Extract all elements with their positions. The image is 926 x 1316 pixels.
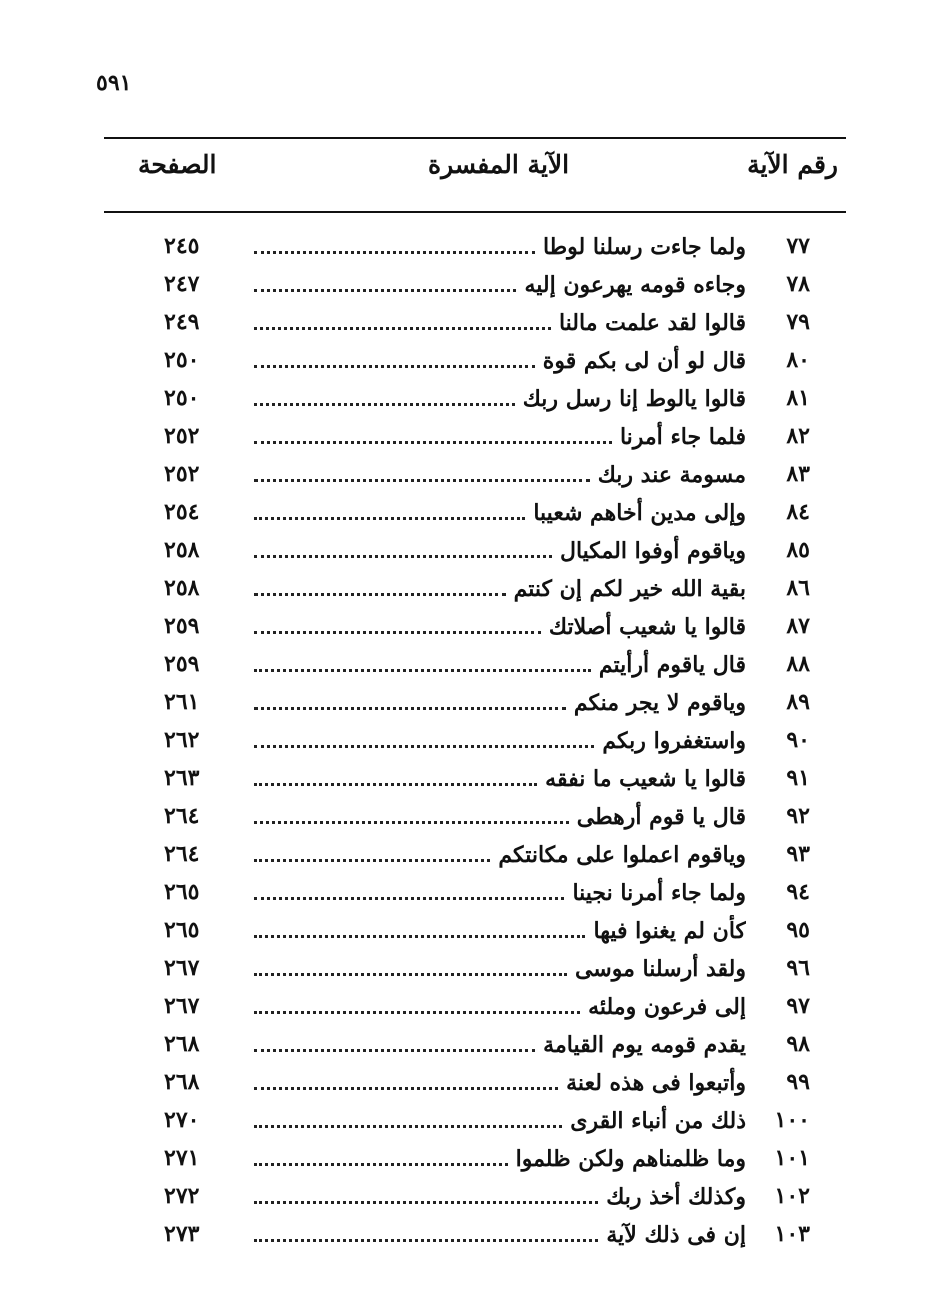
verse-leader bbox=[254, 649, 746, 678]
verse-leader bbox=[254, 839, 746, 868]
table-row bbox=[150, 1101, 810, 1139]
table-row bbox=[150, 1025, 810, 1063]
verse-number: ٩٧ bbox=[786, 993, 810, 1019]
verse-leader bbox=[254, 1105, 746, 1134]
page-ref: ٢٥٩ bbox=[164, 613, 200, 639]
page-ref: ٢٥٨ bbox=[164, 575, 200, 601]
dot-leader bbox=[254, 383, 515, 406]
verse-number: ٨٦ bbox=[786, 575, 810, 601]
verse-number: ٨٤ bbox=[786, 499, 810, 525]
verse-text: قال ياقوم أرأيتم bbox=[598, 652, 746, 678]
table-row bbox=[150, 759, 810, 797]
verse-leader bbox=[254, 801, 746, 830]
page-ref: ٢٤٩ bbox=[164, 309, 200, 335]
table-row bbox=[150, 341, 810, 379]
table-row bbox=[150, 493, 810, 531]
verse-text: قالوا يالوط إنا رسل ربك bbox=[522, 386, 746, 412]
verse-text: وإلى مدين أخاهم شعيبا bbox=[533, 500, 746, 526]
verse-number: ١٠٠ bbox=[774, 1107, 810, 1133]
verse-leader bbox=[254, 915, 746, 944]
verse-text: ولقد أرسلنا موسى bbox=[574, 956, 746, 982]
dot-leader bbox=[254, 269, 516, 292]
verse-number: ٨٨ bbox=[786, 651, 810, 677]
verse-leader bbox=[254, 307, 746, 336]
table-row bbox=[150, 873, 810, 911]
dot-leader bbox=[254, 839, 490, 862]
page-ref: ٢٤٥ bbox=[164, 233, 200, 259]
page-ref: ٢٤٧ bbox=[164, 271, 200, 297]
dot-leader bbox=[254, 497, 525, 520]
page-ref: ٢٦٤ bbox=[164, 803, 200, 829]
verse-text: قال يا قوم أرهطى bbox=[576, 804, 746, 830]
verse-leader bbox=[254, 459, 746, 488]
verse-text: ذلك من أنباء القرى bbox=[570, 1108, 746, 1134]
verse-leader bbox=[254, 1029, 746, 1058]
table-row bbox=[150, 797, 810, 835]
verse-text: قال لو أن لى بكم قوة bbox=[542, 348, 746, 374]
verse-text: بقية الله خير لكم إن كنتم bbox=[513, 576, 746, 602]
verse-text: ولما جاءت رسلنا لوطا bbox=[542, 234, 746, 260]
verse-number: ٨٠ bbox=[786, 347, 810, 373]
verse-text: وياقوم أوفوا المكيال bbox=[559, 538, 746, 564]
page-ref: ٢٥٤ bbox=[164, 499, 200, 525]
index-table bbox=[150, 227, 810, 1253]
verse-text: إن فى ذلك لآية bbox=[606, 1222, 746, 1248]
verse-number: ٩٩ bbox=[786, 1069, 810, 1095]
verse-number: ٩٢ bbox=[786, 803, 810, 829]
verse-leader bbox=[254, 1143, 746, 1172]
table-row bbox=[150, 645, 810, 683]
verse-text: فلما جاء أمرنا bbox=[619, 424, 746, 450]
page-ref: ٢٧١ bbox=[164, 1145, 200, 1171]
verse-leader bbox=[254, 421, 746, 450]
table-row bbox=[150, 1139, 810, 1177]
dot-leader bbox=[254, 877, 564, 900]
verse-text: كأن لم يغنوا فيها bbox=[593, 918, 746, 944]
verse-number: ٧٩ bbox=[786, 309, 810, 335]
header-verse-number: رقم الآية bbox=[747, 150, 838, 179]
page-ref: ٢٦٨ bbox=[164, 1069, 200, 1095]
verse-text: وجاءه قومه يهرعون إليه bbox=[524, 272, 746, 298]
page-ref: ٢٧٣ bbox=[164, 1221, 200, 1247]
dot-leader bbox=[254, 953, 567, 976]
verse-number: ٨١ bbox=[786, 385, 810, 411]
verse-number: ٩٤ bbox=[786, 879, 810, 905]
table-row bbox=[150, 531, 810, 569]
page-ref: ٢٦٥ bbox=[164, 879, 200, 905]
page-ref: ٢٦٧ bbox=[164, 955, 200, 981]
page-ref: ٢٥٠ bbox=[164, 385, 200, 411]
verse-text: قالوا يا شعيب أصلاتك bbox=[548, 614, 746, 640]
verse-text: واستغفروا ربكم bbox=[602, 728, 746, 754]
dot-leader bbox=[254, 1029, 535, 1052]
verse-text: قالوا لقد علمت مالنا bbox=[558, 310, 746, 336]
verse-leader bbox=[254, 991, 746, 1020]
page-ref: ٢٥٢ bbox=[164, 461, 200, 487]
dot-leader bbox=[254, 307, 551, 330]
dot-leader bbox=[254, 991, 580, 1014]
verse-leader bbox=[254, 877, 746, 906]
page-ref: ٢٧٢ bbox=[164, 1183, 200, 1209]
table-row bbox=[150, 379, 810, 417]
verse-leader bbox=[254, 383, 746, 412]
dot-leader bbox=[254, 231, 535, 254]
page-ref: ٢٦٤ bbox=[164, 841, 200, 867]
verse-number: ٩١ bbox=[786, 765, 810, 791]
verse-text: مسومة عند ربك bbox=[597, 462, 746, 488]
verse-number: ١٠٢ bbox=[774, 1183, 810, 1209]
verse-number: ١٠١ bbox=[774, 1145, 810, 1171]
header-top-rule bbox=[104, 137, 846, 139]
dot-leader bbox=[254, 1143, 508, 1166]
verse-number: ٩٦ bbox=[786, 955, 810, 981]
table-row bbox=[150, 987, 810, 1025]
page-ref: ٢٦٨ bbox=[164, 1031, 200, 1057]
dot-leader bbox=[254, 421, 612, 444]
dot-leader bbox=[254, 611, 541, 634]
verse-number: ٨٩ bbox=[786, 689, 810, 715]
verse-leader bbox=[254, 953, 746, 982]
header-verse-text: الآية المفسرة bbox=[428, 150, 570, 179]
table-row bbox=[150, 835, 810, 873]
verse-text: يقدم قومه يوم القيامة bbox=[543, 1032, 746, 1058]
dot-leader bbox=[254, 649, 591, 672]
verse-leader bbox=[254, 611, 746, 640]
page-ref: ٢٥٩ bbox=[164, 651, 200, 677]
verse-text: وأتبعوا فى هذه لعنة bbox=[566, 1070, 746, 1096]
verse-text: قالوا يا شعيب ما نفقه bbox=[545, 766, 746, 792]
page-ref: ٢٦٥ bbox=[164, 917, 200, 943]
verse-leader bbox=[254, 497, 746, 526]
table-row bbox=[150, 569, 810, 607]
table-row bbox=[150, 1177, 810, 1215]
verse-leader bbox=[254, 345, 746, 374]
verse-number: ٧٧ bbox=[786, 233, 810, 259]
verse-text: وكذلك أخذ ربك bbox=[606, 1184, 746, 1210]
verse-number: ٩٨ bbox=[786, 1031, 810, 1057]
verse-number: ٨٢ bbox=[786, 423, 810, 449]
verse-leader bbox=[254, 535, 746, 564]
table-row bbox=[150, 911, 810, 949]
page-ref: ٢٥٢ bbox=[164, 423, 200, 449]
table-row bbox=[150, 265, 810, 303]
dot-leader bbox=[254, 687, 566, 710]
verse-number: ٨٧ bbox=[786, 613, 810, 639]
page-ref: ٢٦١ bbox=[164, 689, 200, 715]
table-row bbox=[150, 949, 810, 987]
verse-number: ٩٣ bbox=[786, 841, 810, 867]
dot-leader bbox=[254, 725, 594, 748]
verse-number: ٩٥ bbox=[786, 917, 810, 943]
verse-leader bbox=[254, 687, 746, 716]
table-row bbox=[150, 1215, 810, 1253]
verse-number: ٩٠ bbox=[786, 727, 810, 753]
page-ref: ٢٥٠ bbox=[164, 347, 200, 373]
table-row bbox=[150, 721, 810, 759]
dot-leader bbox=[254, 801, 569, 824]
table-row bbox=[150, 683, 810, 721]
table-row bbox=[150, 455, 810, 493]
verse-text: ولما جاء أمرنا نجينا bbox=[572, 880, 746, 906]
table-row bbox=[150, 227, 810, 265]
verse-text: وياقوم اعملوا على مكانتكم bbox=[498, 842, 746, 868]
page-ref: ٢٦٧ bbox=[164, 993, 200, 1019]
dot-leader bbox=[254, 763, 537, 786]
verse-leader bbox=[254, 1219, 746, 1248]
verse-leader bbox=[254, 763, 746, 792]
header-page: الصفحة bbox=[138, 150, 217, 179]
verse-leader bbox=[254, 1181, 746, 1210]
verse-number: ٧٨ bbox=[786, 271, 810, 297]
dot-leader bbox=[254, 915, 585, 938]
table-row bbox=[150, 303, 810, 341]
verse-leader bbox=[254, 231, 746, 260]
verse-leader bbox=[254, 725, 746, 754]
dot-leader bbox=[254, 345, 535, 368]
verse-text: وما ظلمناهم ولكن ظلموا bbox=[515, 1146, 746, 1172]
page-ref: ٢٧٠ bbox=[164, 1107, 200, 1133]
header-bottom-rule bbox=[104, 211, 846, 213]
verse-number: ١٠٣ bbox=[774, 1221, 810, 1247]
verse-number: ٨٥ bbox=[786, 537, 810, 563]
dot-leader bbox=[254, 573, 506, 596]
page-number: ٥٩١ bbox=[96, 70, 132, 96]
dot-leader bbox=[254, 459, 590, 482]
verse-leader bbox=[254, 1067, 746, 1096]
verse-leader bbox=[254, 573, 746, 602]
dot-leader bbox=[254, 1105, 562, 1128]
dot-leader bbox=[254, 535, 552, 558]
table-row bbox=[150, 417, 810, 455]
verse-text: إلى فرعون وملئه bbox=[588, 994, 746, 1020]
verse-leader bbox=[254, 269, 746, 298]
dot-leader bbox=[254, 1181, 598, 1204]
page-ref: ٢٦٣ bbox=[164, 765, 200, 791]
dot-leader bbox=[254, 1219, 598, 1242]
page-ref: ٢٦٢ bbox=[164, 727, 200, 753]
table-row bbox=[150, 1063, 810, 1101]
verse-text: وياقوم لا يجر منكم bbox=[573, 690, 746, 716]
dot-leader bbox=[254, 1067, 558, 1090]
table-row bbox=[150, 607, 810, 645]
page-ref: ٢٥٨ bbox=[164, 537, 200, 563]
verse-number: ٨٣ bbox=[786, 461, 810, 487]
